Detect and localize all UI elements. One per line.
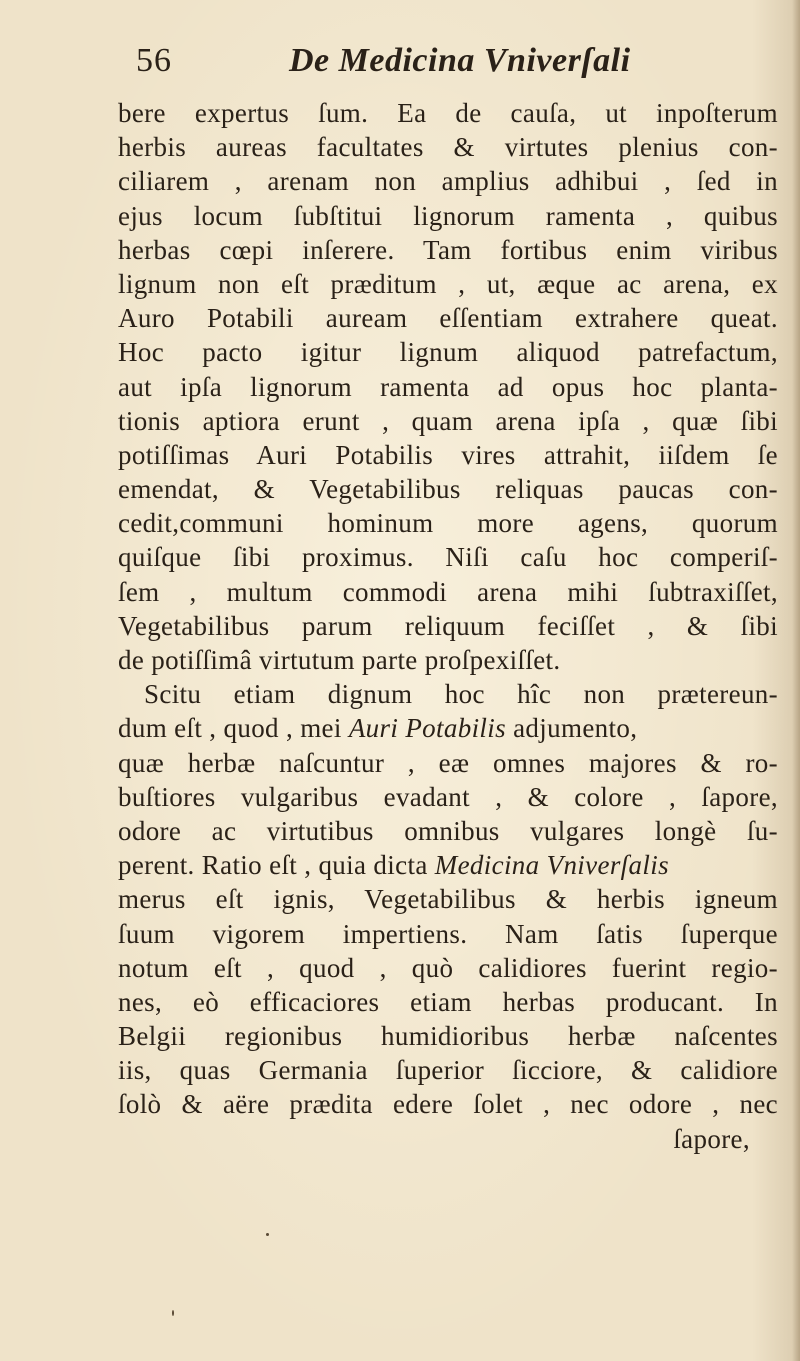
text-line: potiſſimas Auri Potabilis vires attrahit, iiſdem ſe <box>118 439 778 470</box>
text-line: Auro Potabili auream eſſentiam extrahere queat. <box>118 303 778 334</box>
text-line: Hoc pacto igitur lignum aliquod patrefactum, <box>118 337 778 368</box>
text-line: herbis aureas facultates & virtutes plenius con- <box>118 132 778 163</box>
text-line-with-italic <box>118 711 778 745</box>
text-line: herbas cœpi inſerere. Tam fortibus enim viribus <box>118 234 778 265</box>
text-line: odore ac virtutibus omnibus vulgares longè ſu- <box>118 815 778 846</box>
text-line: Vegetabilibus parum reliquum feciſſet , & ſibi <box>118 610 778 641</box>
text-line: ſuum vigorem impertiens. Nam ſatis ſuperque <box>118 918 778 949</box>
text-line: nes, eò efficaciores etiam herbas producant. In <box>118 986 778 1017</box>
text-line: quiſque ſibi proximus. Niſi caſu hoc comperiſ- <box>118 542 778 573</box>
text-line: cedit,communi hominum more agens, quorum <box>118 508 778 539</box>
text-line-with-italic <box>118 848 778 882</box>
catchword: ſapore, <box>673 1123 750 1154</box>
body-text <box>118 96 778 1156</box>
page-number: 56 <box>136 42 172 79</box>
text-line: Belgii regionibus humidioribus herbæ naſcentes <box>118 1021 778 1052</box>
text-line: merus eſt ignis, Vegetabilibus & herbis igneum <box>118 884 778 915</box>
italic-term-medicina-vniversalis: Medicina Vniverſalis <box>434 850 669 881</box>
running-head: De Medicina Vniverſali <box>289 42 631 79</box>
text-line: notum eſt , quod , quò calidiores fuerint regio- <box>118 952 778 983</box>
text-segment: adjumento, <box>506 713 638 744</box>
text-line: ejus locum ſubſtitui lignorum ramenta , quibus <box>118 200 778 231</box>
text-line: aut ipſa lignorum ramenta ad opus hoc planta- <box>118 371 778 402</box>
text-line: buſtiores vulgaribus evadant , & colore , ſapore, <box>118 781 778 812</box>
text-line: tionis aptiora erunt , quam arena ipſa , quæ ſibi <box>118 405 778 436</box>
italic-term-auri-potabilis: Auri Potabilis <box>348 713 506 744</box>
text-line: ciliarem , arenam non amplius adhibui , ſed in <box>118 166 778 197</box>
text-line: ſem , multum commodi arena mihi ſubtraxiſſet, <box>118 576 778 607</box>
page-header <box>136 42 676 86</box>
text-line: iis, quas Germania ſuperior ſicciore, & calidiore <box>118 1055 778 1086</box>
ink-speck <box>266 1233 269 1236</box>
text-segment: perent. Ratio eſt , quia dicta <box>118 850 435 881</box>
text-line: Scitu etiam dignum hoc hîc non prætereun- <box>144 679 778 710</box>
text-line: lignum non eſt præditum , ut, æque ac arena, ex <box>118 268 778 299</box>
text-line: bere expertus ſum. Ea de cauſa, ut inpoſterum <box>118 98 778 128</box>
text-line: de potiſſimâ virtutum parte proſpexiſſet. <box>118 645 561 675</box>
text-line: quæ herbæ naſcuntur , eæ omnes majores & ro- <box>118 747 778 778</box>
page-edge <box>792 0 800 1361</box>
text-segment: dum eſt , quod , mei <box>118 713 349 744</box>
ink-speck <box>172 1310 174 1316</box>
text-line: ſolò & aëre prædita edere ſolet , nec odore , nec <box>118 1089 778 1120</box>
text-line: emendat, & Vegetabilibus reliquas paucas con- <box>118 474 778 505</box>
